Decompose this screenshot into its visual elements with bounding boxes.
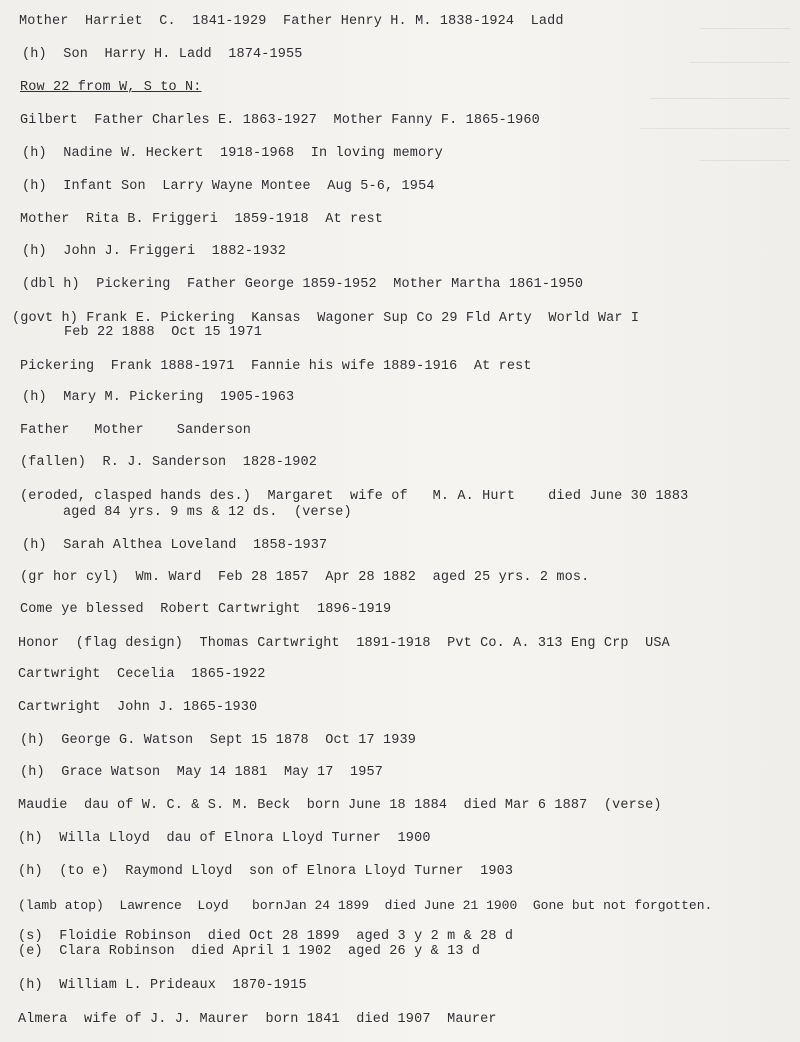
entry-john-friggeri: (h) John J. Friggeri 1882-1932	[22, 244, 287, 259]
entry-margaret-hurt: (eroded, clasped hands des.) Margaret wife of M. A. Hurt died June 30 1883	[20, 489, 689, 504]
entry-montee: (h) Infant Son Larry Wayne Montee Aug 5-6, 1954	[22, 179, 435, 194]
entry-wm-ward: (gr hor cyl) Wm. Ward Feb 28 1857 Apr 28 1882 aged 25 yrs. 2 mos.	[20, 570, 590, 585]
entry-gilbert: Gilbert Father Charles E. 1863-1927 Mother Fanny F. 1865-1960	[20, 113, 540, 128]
entry-almera-maurer: Almera wife of J. J. Maurer born 1841 died 1907 Maurer	[18, 1012, 497, 1027]
entry-john-cartwright: Cartwright John J. 1865-1930	[18, 700, 258, 715]
row-heading: Row 22 from W, S to N:	[20, 80, 202, 95]
bleed-through-rule	[640, 128, 790, 129]
entry-clara-robinson: (e) Clara Robinson died April 1 1902 aged 26 y & 13 d	[18, 944, 481, 959]
bleed-through-rule	[690, 62, 790, 63]
entry-rita-friggeri: Mother Rita B. Friggeri 1859-1918 At rest	[20, 212, 384, 227]
bleed-through-rule	[700, 160, 790, 161]
entry-margaret-hurt-age: aged 84 yrs. 9 ms & 12 ds. (verse)	[63, 505, 352, 520]
entry-sanderson-parents: Father Mother Sanderson	[20, 423, 252, 438]
entry-lawrence-loyd: (lamb atop) Lawrence Loyd bornJan 24 1899 died June 21 1900 Gone but not forgotten.	[18, 898, 713, 913]
entry-heckert: (h) Nadine W. Heckert 1918-1968 In loving memory	[22, 146, 443, 161]
entry-george-watson: (h) George G. Watson Sept 15 1878 Oct 17 1939	[20, 733, 417, 748]
entry-pickering-parents: (dbl h) Pickering Father George 1859-1952 Mother Martha 1861-1950	[22, 277, 584, 292]
entry-floidie-robinson: (s) Floidie Robinson died Oct 28 1899 aged 3 y 2 m & 28 d	[18, 929, 514, 944]
entry-thomas-cartwright: Honor (flag design) Thomas Cartwright 1891-1918 Pvt Co. A. 313 Eng Crp USA	[18, 636, 670, 651]
bleed-through-rule	[700, 28, 790, 29]
entry-harry-ladd: (h) Son Harry H. Ladd 1874-1955	[22, 47, 303, 62]
entry-pickering-couple: Pickering Frank 1888-1971 Fannie his wife 1889-1916 At rest	[20, 359, 532, 374]
entry-frank-pickering-dates: Feb 22 1888 Oct 15 1971	[64, 325, 263, 340]
entry-cecelia-cartwright: Cartwright Cecelia 1865-1922	[18, 667, 266, 682]
entry-mary-pickering: (h) Mary M. Pickering 1905-1963	[22, 390, 295, 405]
entry-willa-lloyd: (h) Willa Lloyd dau of Elnora Lloyd Turner 1900	[18, 831, 431, 846]
entry-maudie-beck: Maudie dau of W. C. & S. M. Beck born June 18 1884 died Mar 6 1887 (verse)	[18, 798, 662, 813]
entry-grace-watson: (h) Grace Watson May 14 1881 May 17 1957	[20, 765, 384, 780]
entry-ladd-parents: Mother Harriet C. 1841-1929 Father Henry H. M. 1838-1924 Ladd	[19, 14, 564, 29]
entry-rj-sanderson: (fallen) R. J. Sanderson 1828-1902	[20, 455, 318, 470]
entry-william-prideaux: (h) William L. Prideaux 1870-1915	[18, 978, 307, 993]
entry-robert-cartwright: Come ye blessed Robert Cartwright 1896-1919	[20, 602, 392, 617]
entry-frank-pickering-govt: (govt h) Frank E. Pickering Kansas Wagoner Sup Co 29 Fld Arty World War I	[12, 311, 640, 326]
entry-raymond-lloyd: (h) (to e) Raymond Lloyd son of Elnora Lloyd Turner 1903	[18, 864, 514, 879]
entry-loveland: (h) Sarah Althea Loveland 1858-1937	[22, 538, 328, 553]
bleed-through-rule	[650, 98, 790, 99]
